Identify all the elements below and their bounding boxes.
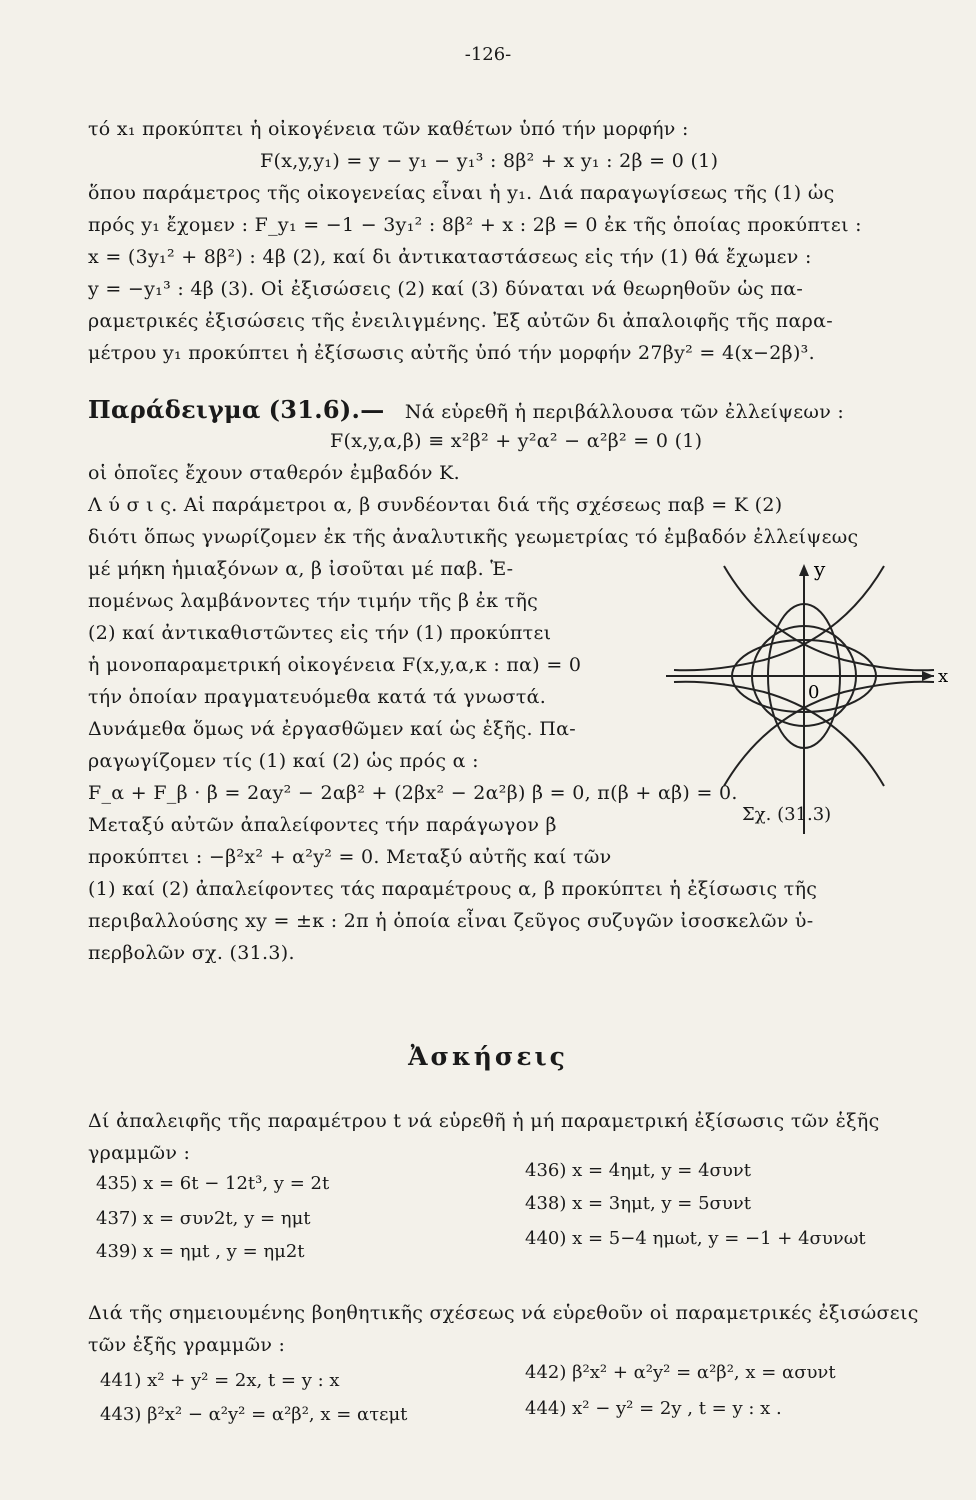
text-line: πομένως λαμβάνοντες τήν τιμήν τῆς β ἐκ τῆς [88, 590, 539, 612]
text-line: περβολῶν σχ. (31.3). [88, 942, 295, 964]
text-line: y = −y₁³ : 4β (3). Οἱ ἐξισώσεις (2) καί (3) δύναται νά θεωρηθοῦν ὡς πα- [88, 278, 804, 300]
text-line: μέ μήκη ἡμιαξόνων α, β ἰσοῦται μέ παβ. Ἑ- [88, 558, 514, 580]
text-line: x = (3y₁² + 8β²) : 4β (2), καί δι ἀντικαταστάσεως εἰς τήν (1) θά ἔχωμεν : [88, 246, 812, 268]
text-line: διότι ὅπως γνωρίζομεν ἐκ τῆς ἀναλυτικῆς γεωμετρίας τό ἐμβαδόν ἐλλείψεως [88, 526, 859, 548]
text-line: ἡ μονοπαραμετρική οἰκογένεια F(x,y,α,κ : πα) = 0 [88, 654, 582, 676]
x-axis-arrow [922, 671, 934, 681]
text-line: πρός y₁ ἔχομεν : F_y₁ = −1 − 3y₁² : 8β² + x : 2β = 0 ἐκ τῆς ὁποίας προκύπτει : [88, 214, 862, 236]
equation-line: F(x,y,y₁) = y − y₁ − y₁³ : 8β² + x y₁ : 2β = 0 (1) [260, 150, 719, 172]
hyperbola-branch-bottom-right [724, 682, 934, 786]
exercise-intro: Δί ἀπαλειφῆς τῆς παραμέτρου t νά εὑρεθῆ ἡ μή παραμετρική ἐξίσωσις τῶν ἑξῆς [88, 1110, 880, 1132]
envelope-figure [664, 556, 964, 846]
y-axis-label: y [814, 557, 826, 581]
exercise-item: 437) x = συν2t, y = ημt [96, 1208, 311, 1229]
page-number: -126- [464, 44, 512, 65]
text-line: ραγωγίζομεν τίς (1) καί (2) ὡς πρός α : [88, 750, 479, 772]
text-line: (1) καί (2) ἀπαλείφοντες τάς παραμέτρους α, β προκύπτει ἡ ἐξίσωσις τῆς [88, 878, 818, 900]
exercise-item: 435) x = 6t − 12t³, y = 2t [96, 1173, 330, 1194]
text-line: Λ ύ σ ι ς. Αἱ παράμετροι α, β συνδέονται διά τῆς σχέσεως παβ = Κ (2) [88, 494, 783, 516]
example-text: Νά εὑρεθῆ ἡ περιβάλλουσα τῶν ἐλλείψεων : [404, 401, 845, 423]
y-axis-arrow [799, 564, 809, 576]
exercise-intro-cont: γραμμῶν : [88, 1142, 191, 1164]
text-line: ραμετρικές ἐξισώσεις τῆς ἐνειλιγμένης. Ἐξ αὐτῶν δι ἀπαλοιφῆς τῆς παρα- [88, 310, 833, 332]
exercise-item: 442) β²x² + α²y² = α²β², x = ασυνt [525, 1362, 836, 1383]
x-axis-label: x [938, 666, 949, 687]
exercise-item: 444) x² − y² = 2y , t = y : x . [525, 1398, 782, 1419]
exercise-item: 443) β²x² − α²y² = α²β², x = ατεμt [100, 1404, 408, 1425]
exercise-item: 441) x² + y² = 2x, t = y : x [100, 1370, 340, 1391]
text-line: προκύπτει : −β²x² + α²y² = 0. Μεταξύ αὐτῆς καί τῶν [88, 846, 612, 868]
exercise-item: 439) x = ημt , y = ημ2t [96, 1241, 305, 1262]
exercise-intro-cont: τῶν ἑξῆς γραμμῶν : [88, 1334, 286, 1356]
equation-line: F_α + F_β · β̇ = 2αy² − 2αβ² + (2βx² − 2α²β) β̇ = 0, π(β + αβ̇) = 0. [88, 782, 738, 804]
text-line: (2) καί ἀντικαθιστῶντες εἰς τήν (1) προκύπτει [88, 622, 552, 644]
exercise-intro: Διά τῆς σημειουμένης βοηθητικῆς σχέσεως νά εὑρεθοῦν οἱ παραμετρικές ἐξισώσεις [88, 1302, 919, 1324]
exercise-item: 440) x = 5−4 ημωt, y = −1 + 4συνωt [525, 1228, 866, 1249]
text-line: Μεταξύ αὐτῶν ἀπαλείφοντες τήν παράγωγον β̇ [88, 814, 557, 836]
figure-caption: Σχ. (31.3) [742, 804, 832, 825]
exercise-item: 436) x = 4ημt, y = 4συνt [525, 1160, 751, 1181]
exercise-item: 438) x = 3ημt, y = 5συνt [525, 1193, 751, 1214]
text-line: ὅπου παράμετρος τῆς οἰκογενείας εἶναι ἡ y₁. Διά παραγωγίσεως τῆς (1) ὡς [88, 182, 835, 204]
exercises-heading: Ἀσκήσεις [408, 1042, 568, 1071]
text-line: Δυνάμεθα ὅμως νά ἐργασθῶμεν καί ὡς ἑξῆς. Πα- [88, 718, 576, 740]
example-heading [88, 395, 948, 424]
hyperbola-branch-top-left [674, 566, 884, 670]
text-line: οἱ ὁποῖες ἔχουν σταθερόν ἐμβαδόν Κ. [88, 462, 460, 484]
origin-label: 0 [808, 682, 820, 703]
text-line: τήν ὁποίαν πραγματευόμεθα κατά τά γνωστά. [88, 686, 547, 708]
text-line: περιβαλλούσης xy = ±κ : 2π ἡ ὁποία εἶναι ζεῦγος συζυγῶν ἰσοσκελῶν ὑ- [88, 910, 814, 932]
hyperbola-branch-top-right [724, 566, 934, 670]
text-line: τό x₁ προκύπτει ἡ οἰκογένεια τῶν καθέτων ὑπό τήν μορφήν : [88, 118, 689, 140]
hyperbola-branch-bottom-left [674, 682, 884, 786]
example-title: Παράδειγμα (31.6).— [88, 395, 385, 424]
example-equation: F(x,y,α,β) ≡ x²β² + y²α² − α²β² = 0 (1) [330, 430, 703, 452]
text-line: μέτρου y₁ προκύπτει ἡ ἐξίσωσις αὐτῆς ὑπό τήν μορφήν 27βy² = 4(x−2β)³. [88, 342, 815, 364]
